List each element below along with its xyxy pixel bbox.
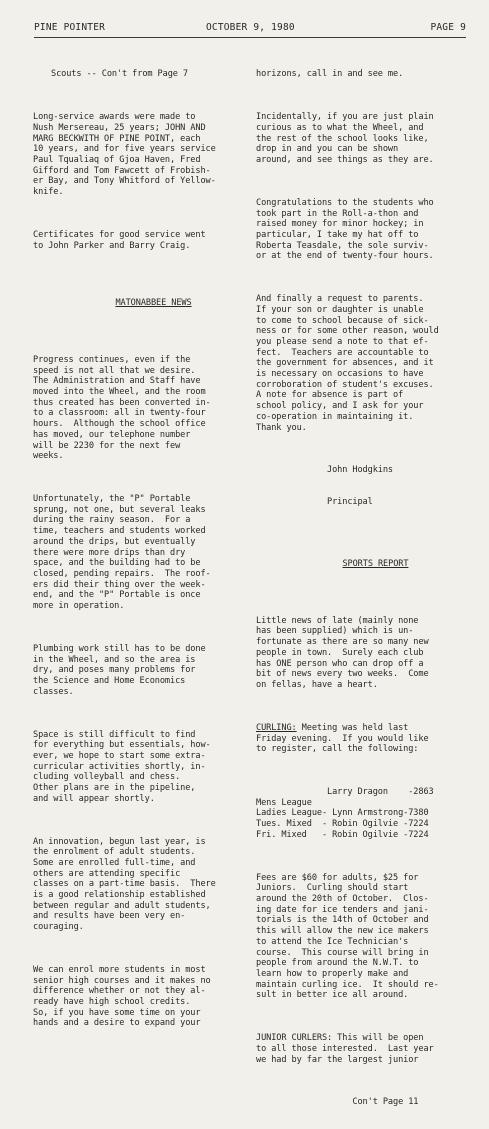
left-column — [33, 48, 247, 1061]
curling-paragraph — [256, 723, 470, 755]
matonabbee-paragraph-1: Progress continues, even if the speed is not all that we desire. The Administration and Staff have moved into the Wheel, and the room thus created has been converted in- to a classroom: all in twenty-four hours. Although the school office has moved, our telephone number will be 2230 for the next few weeks. — [33, 354, 211, 462]
junior-curlers-paragraph: JUNIOR CURLERS: This will be open to all those interested. Last year we had by far the largest junior — [256, 1033, 434, 1065]
right-paragraph-3: Congratulations to the students who took part in the Roll-a-thon and raised money for minor hockey; in particular, I take my hat off to Roberta Teasdale, the sole surviv- or at the end of twenty-four hours. — [256, 197, 434, 262]
header-rule — [34, 37, 466, 38]
matonabbee-paragraph-3: Plumbing work still has to be done in the Wheel, and so the area is dry, and poses many problems for the Science and Home Economics classes. — [33, 643, 206, 697]
issue-date: OCTOBER 9, 1980 — [206, 22, 295, 33]
scouts-paragraph-1: Long-service awards were made to Nush Mersereau, 25 years; JOHN AND MARG BECKWITH OF PINE POINT, each 10 years, and for five years service Paul Tqualiaq of Gjoa Haven, Fred Gifford and Tom Fawcett of Frobish- er Bay, and Tony Whitford of Yellow- knife. — [33, 112, 216, 198]
matonabbee-paragraph-6: We can enrol more students in most senior high courses and it makes no difference whether or not they al- ready have high school credits. So, if you have some time on your hands and a desire to expand your — [33, 964, 211, 1029]
sports-heading: SPORTS REPORT — [342, 558, 409, 569]
page-number: PAGE 9 — [430, 22, 466, 33]
sports-paragraph-1: Little news of late (mainly none has been supplied) which is un- fortunate as there are so many new people in town. Surely each club has ONE person who can drop off a bit of news every two weeks. Come on fellas, have a heart. — [256, 615, 429, 690]
league-contacts: Larry Dragon -2863 Mens League Ladies League- Lynn Armstrong-7380 Tues. Mixed - Robin Ogilvie -7224 Fri. Mixed - Robin Ogilvie -7224 — [256, 787, 434, 840]
right-paragraph-4: And finally a request to parents. If your son or daughter is unable to come to school because of sick- ness or for some other reason, would you please send a note to that ef- fect. Teachers are accountable to the government for absences, and it is necessary on occasions to have corroboration of student's excuses. A note for absence is part of school policy, and I ask for your co-operation in maintaining it. Thank you. — [256, 294, 439, 433]
sports-paragraph-2: Fees are $60 for adults, $25 for Juniors. Curling should start around the 20th of October. Clos- ing date for ice tenders and jani- torials is the 14th of October and this will allow the new ice makers to attend the Ice Technician's course. This course will bring in people from around the N.W.T. to learn how to properly make and maintain curling ice. It should re- sult in better ice all around. — [256, 872, 439, 1001]
signature-title: Principal — [256, 497, 373, 508]
right-paragraph-1: horizons, call in and see me. — [256, 69, 404, 80]
matonabbee-paragraph-4: Space is still difficult to find for everything but essentials, how- ever, we hope to start some extra- curricular activities shortly, in- cluding volleyball and chess. Other plans are in the pipeline, and will appear shortly. — [33, 729, 211, 804]
curling-label: CURLING: — [256, 722, 297, 733]
scouts-paragraph-2: Certificates for good service went to John Parker and Barry Craig. — [33, 229, 206, 251]
signature-name: John Hodgkins — [256, 465, 393, 476]
page-header — [34, 22, 466, 36]
matonabbee-heading: MATONABBEE NEWS — [115, 298, 192, 309]
continued-note: Con't Page 11 — [256, 1097, 419, 1108]
matonabbee-paragraph-5: An innovation, begun last year, is the enrolment of adult students. Some are enrolled full-time, and others are attending specific classes on a part-time basis. There is a good relationship established between regular and adult students, and results have been very en- couraging. — [33, 836, 216, 933]
scouts-heading: Scouts -- Con't from Page 7 — [51, 69, 188, 80]
matonabbee-paragraph-2: Unfortunately, the "P" Portable sprung, not one, but several leaks during the rainy season. For a time, teachers and students worked around the drips, but eventually there were more drips than dry space, and the building had to be closed, pending repairs. The roof- ers did their thing over the week- end, and the "P" Portable is once more in operation. — [33, 494, 211, 612]
right-paragraph-2: Incidentally, if you are just plain curious as to what the Wheel, and the rest of the school looks like, drop in and you can be shown around, and see things as they are. — [256, 112, 434, 166]
publication-name: PINE POINTER — [34, 22, 106, 33]
curling-text: Meeting was held last Friday evening. If you would like to register, call the following: — [256, 722, 429, 755]
right-column — [256, 48, 470, 1129]
